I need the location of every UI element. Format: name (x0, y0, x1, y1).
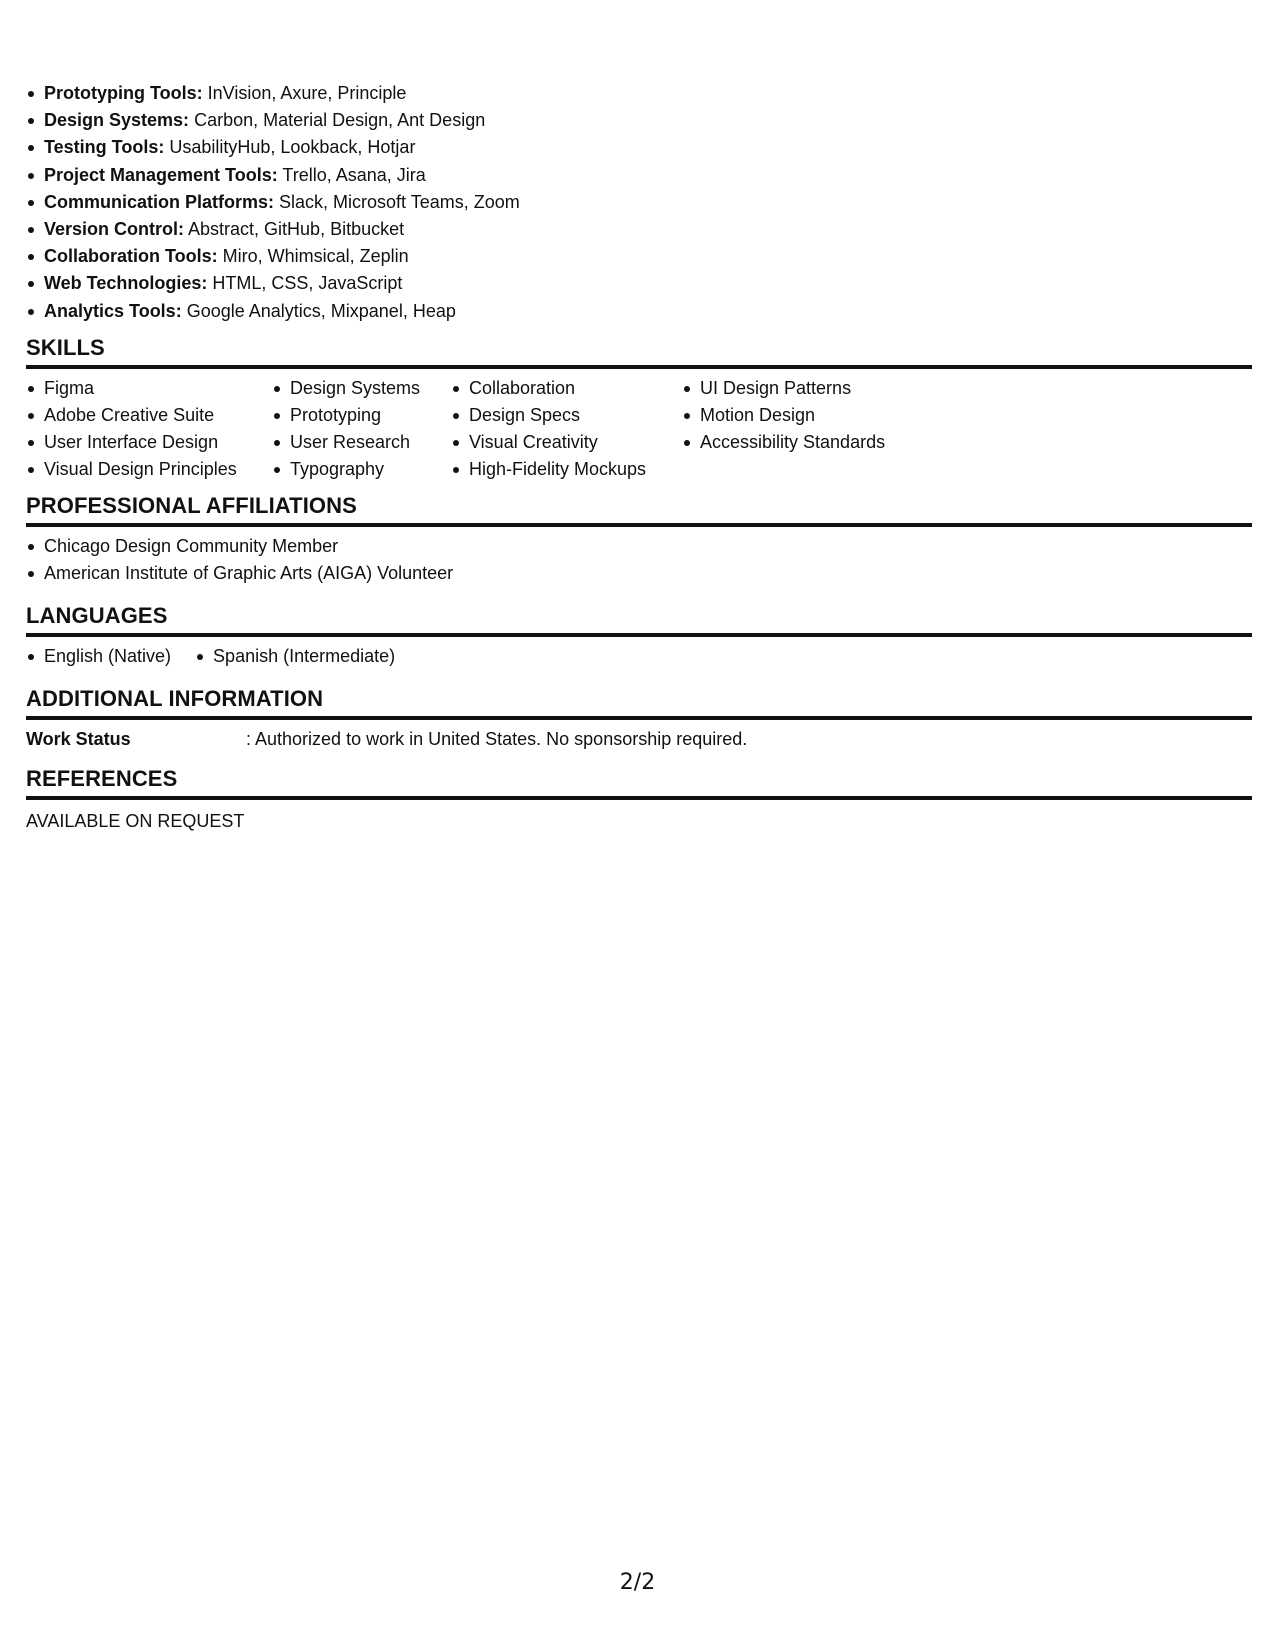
skill-item: Visual Creativity (451, 429, 660, 456)
tool-label: Prototyping Tools: (44, 83, 203, 103)
skill-item: Figma (26, 375, 250, 402)
tool-value: HTML, CSS, JavaScript (207, 273, 403, 294)
tool-item (26, 216, 1252, 243)
skill-item: User Interface Design (26, 429, 250, 456)
tool-value: Google Analytics, Mixpanel, Heap (181, 300, 456, 321)
tool-label: Testing Tools: (44, 137, 165, 158)
tool-item (26, 134, 1252, 161)
affiliation-item: Chicago Design Community Member (26, 533, 1252, 560)
language-item: English (Native) (26, 643, 171, 670)
tool-value: Carbon, Material Design, Ant Design (189, 110, 486, 131)
tool-value: Slack, Microsoft Teams, Zoom (274, 191, 520, 212)
skill-item: Adobe Creative Suite (26, 402, 250, 429)
tool-label: Communication Platforms: (44, 191, 275, 212)
skill-item: Accessibility Standards (682, 429, 912, 456)
skill-item: Visual Design Principles (26, 456, 250, 483)
affiliations-list (26, 527, 1252, 593)
skill-item: Motion Design (682, 402, 912, 429)
tool-item (26, 243, 1252, 270)
tool-value: UsabilityHub, Lookback, Hotjar (164, 137, 416, 158)
tool-label: Version Control: (44, 219, 185, 240)
tool-item (26, 189, 1252, 216)
skills-column (682, 375, 912, 483)
tool-item (26, 270, 1252, 297)
affiliations-section (26, 483, 1252, 593)
tools-list (26, 80, 1252, 325)
additional-info-section (26, 676, 1252, 756)
tool-item (26, 162, 1252, 189)
additional-info-heading: ADDITIONAL INFORMATION (26, 676, 1252, 720)
language-item: Spanish (Intermediate) (195, 643, 395, 670)
tool-label: Collaboration Tools: (44, 246, 218, 267)
skills-section (26, 325, 1252, 483)
skill-item: High-Fidelity Mockups (451, 456, 660, 483)
skill-item: UI Design Patterns (682, 375, 912, 402)
skills-column (451, 375, 660, 483)
page-number: 2/2 (619, 1570, 656, 1595)
skills-column (272, 375, 429, 483)
tool-label: Project Management Tools: (44, 164, 278, 185)
references-heading: REFERENCES (26, 756, 1252, 800)
skill-item: Design Specs (451, 402, 660, 429)
tool-value: Miro, Whimsical, Zeplin (217, 246, 409, 267)
tool-item (26, 298, 1252, 325)
tool-label: Analytics Tools: (44, 300, 182, 321)
skill-item: Design Systems (272, 375, 429, 402)
work-status-label: Work Status (26, 728, 131, 749)
skill-item: Collaboration (451, 375, 660, 402)
skill-item: User Research (272, 429, 429, 456)
work-status-value: : Authorized to work in United States. No sponsorship required. (246, 728, 748, 749)
skills-grid (26, 369, 1252, 483)
work-status-row (26, 720, 1252, 756)
languages-list (26, 637, 1252, 676)
references-section (26, 756, 1252, 832)
languages-heading: LANGUAGES (26, 593, 1252, 637)
tool-value: Abstract, GitHub, Bitbucket (184, 219, 405, 240)
skills-column (26, 375, 250, 483)
affiliation-item: American Institute of Graphic Arts (AIGA) Volunteer (26, 560, 1252, 587)
skills-heading: SKILLS (26, 325, 1252, 369)
skill-item: Typography (272, 456, 429, 483)
tool-label: Design Systems: (44, 110, 190, 131)
tool-value: InVision, Axure, Principle (202, 83, 407, 103)
resume-content (26, 80, 1252, 832)
affiliations-heading: PROFESSIONAL AFFILIATIONS (26, 483, 1252, 527)
tool-item (26, 80, 1252, 107)
tool-value: Trello, Asana, Jira (277, 164, 426, 185)
languages-section (26, 593, 1252, 676)
tool-item (26, 107, 1252, 134)
tool-label: Web Technologies: (44, 273, 208, 294)
references-text: AVAILABLE ON REQUEST (26, 810, 245, 831)
skill-item: Prototyping (272, 402, 429, 429)
